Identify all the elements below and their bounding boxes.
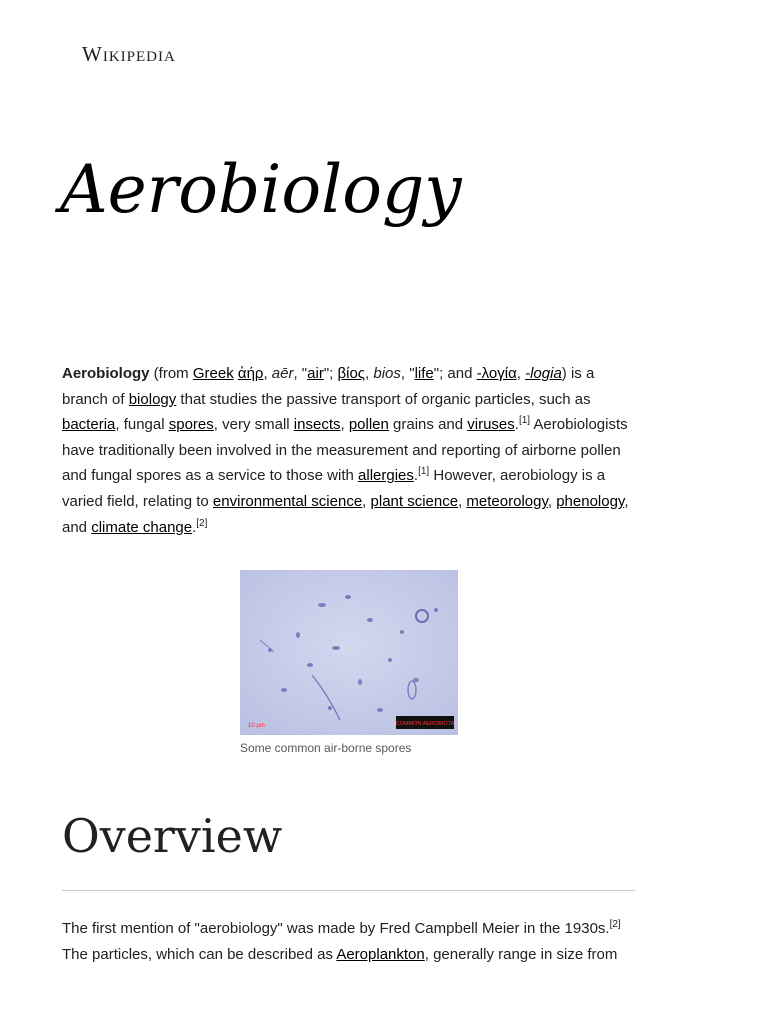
- link-air[interactable]: air: [307, 365, 324, 382]
- text: that studies the passive transport of organic particles, such as: [176, 390, 591, 408]
- text: .: [413, 467, 419, 485]
- reference-1[interactable]: [519, 415, 530, 426]
- text: (from: [149, 365, 193, 382]
- wikipedia-logo[interactable]: Wikipedia: [82, 42, 176, 66]
- text: , generally range in size from: [424, 945, 618, 963]
- figure: [240, 570, 458, 755]
- page-title: Aerobiology: [60, 151, 462, 228]
- text: ,: [458, 492, 467, 510]
- spores-micrograph: [240, 570, 458, 735]
- link-viruses[interactable]: viruses: [467, 416, 515, 434]
- link-climate-change[interactable]: climate change: [91, 518, 193, 536]
- text: .: [514, 416, 519, 434]
- link-logia-greek[interactable]: -λογία: [476, 365, 517, 382]
- link-bacteria[interactable]: bacteria: [62, 416, 116, 434]
- link-greek[interactable]: Greek: [192, 365, 234, 382]
- link-aeroplankton[interactable]: Aeroplankton: [336, 945, 425, 963]
- link-pollen[interactable]: pollen: [348, 416, 389, 434]
- link-spores[interactable]: spores: [168, 416, 214, 434]
- link-biology[interactable]: biology: [128, 390, 177, 408]
- link-life[interactable]: life: [414, 365, 434, 382]
- text: , ": [400, 365, 415, 382]
- text: ,: [516, 365, 526, 382]
- reference-1b[interactable]: [418, 466, 429, 477]
- link-meteorology[interactable]: meteorology: [466, 492, 548, 510]
- link-insects[interactable]: insects: [293, 416, 341, 434]
- figure-caption: Some common air-borne spores: [240, 741, 412, 755]
- link-bios-greek[interactable]: βίος: [337, 365, 366, 382]
- viewport-bottom: [0, 976, 768, 1024]
- spores-image[interactable]: [240, 570, 458, 735]
- link-logia[interactable]: [525, 365, 562, 382]
- text: ,: [263, 365, 272, 382]
- link-allergies[interactable]: allergies: [358, 467, 414, 485]
- text: However, aerobiology is a varied field, relating to: [62, 467, 606, 510]
- text: grains and: [388, 416, 468, 434]
- text: .: [192, 518, 197, 536]
- link-environmental-science[interactable]: environmental science: [212, 492, 363, 510]
- reference-link[interactable]: [2]: [196, 517, 208, 529]
- text: The particles, which can be described as: [62, 945, 337, 963]
- text: , and: [62, 492, 629, 536]
- link-aer-greek[interactable]: ἀήρ: [237, 365, 264, 382]
- bios-transliteration: bios: [373, 365, 401, 382]
- link-phenology[interactable]: phenology: [556, 492, 625, 510]
- reference-2[interactable]: [196, 518, 207, 529]
- reference-link[interactable]: [2]: [609, 919, 621, 930]
- reference-link[interactable]: [1]: [518, 415, 531, 427]
- reference-2[interactable]: [610, 919, 621, 930]
- image-tag-label: COMMON AEROBIOTA: [395, 721, 455, 727]
- text: "; and: [433, 365, 477, 382]
- lead-paragraph: [62, 361, 637, 540]
- aer-transliteration: aēr: [271, 365, 294, 382]
- link-plant-science[interactable]: plant science: [370, 492, 459, 510]
- text: , fungal: [115, 416, 169, 434]
- text: Aerobiologists have traditionally been involved in the measurement and reporting of airborne pollen and fungal spores as a service to those with: [62, 416, 628, 485]
- text: The first mention of "aerobiology" was made by Fred Campbell Meier in the 1930s.: [62, 920, 610, 937]
- text: ";: [323, 365, 338, 382]
- lead-term: Aerobiology: [62, 365, 150, 382]
- text: , ": [293, 365, 308, 382]
- text: ,: [365, 365, 374, 382]
- reference-link[interactable]: [1]: [418, 466, 430, 478]
- scale-bar-label: 10 µm: [248, 723, 265, 729]
- text: ,: [362, 492, 371, 510]
- section-heading-overview: Overview: [62, 804, 635, 891]
- text: , very small: [213, 416, 294, 434]
- text: ,: [340, 416, 349, 434]
- text: ) is a branch of: [62, 365, 595, 408]
- overview-paragraph: [62, 916, 637, 967]
- text: ,: [547, 492, 557, 510]
- logia-text: -logia: [525, 365, 562, 382]
